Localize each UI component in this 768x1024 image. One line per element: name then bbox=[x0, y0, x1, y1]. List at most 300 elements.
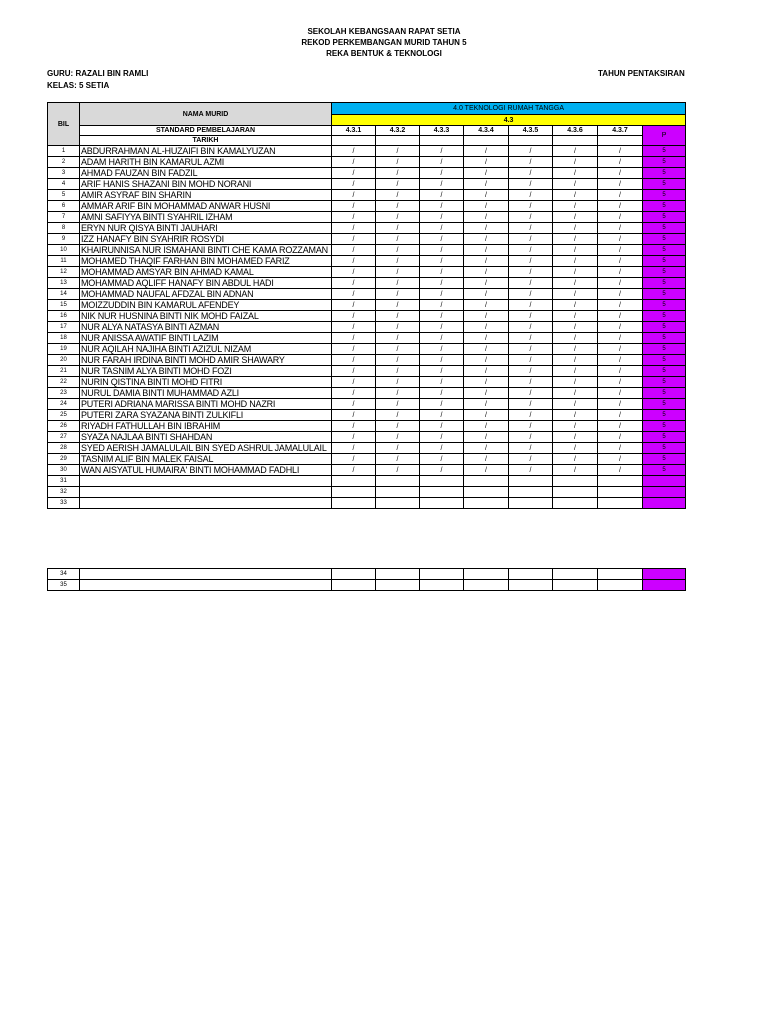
mastery-mark: / bbox=[332, 212, 376, 223]
tp-value: 5 bbox=[643, 201, 686, 212]
mastery-mark: / bbox=[332, 421, 376, 432]
mastery-mark: / bbox=[509, 344, 553, 355]
mastery-mark: / bbox=[598, 399, 643, 410]
mastery-mark: / bbox=[420, 278, 464, 289]
bil-header: BIL bbox=[48, 103, 80, 146]
mastery-mark: / bbox=[420, 432, 464, 443]
mastery-mark: / bbox=[332, 168, 376, 179]
mastery-mark bbox=[464, 487, 509, 498]
tp-value: 5 bbox=[643, 278, 686, 289]
student-row bbox=[48, 234, 686, 245]
date-cell bbox=[420, 136, 464, 146]
mastery-mark: / bbox=[376, 256, 420, 267]
mastery-mark: / bbox=[553, 300, 598, 311]
mastery-mark: / bbox=[332, 234, 376, 245]
mastery-mark: / bbox=[376, 168, 420, 179]
mastery-mark: / bbox=[420, 355, 464, 366]
mastery-mark: / bbox=[464, 223, 509, 234]
mastery-mark bbox=[598, 476, 643, 487]
mastery-mark: / bbox=[376, 201, 420, 212]
tp-value: 5 bbox=[643, 168, 686, 179]
mastery-mark: / bbox=[553, 234, 598, 245]
mastery-mark: / bbox=[332, 190, 376, 201]
mastery-mark: / bbox=[509, 267, 553, 278]
date-cell bbox=[332, 136, 376, 146]
student-name: NURUL DAMIA BINTI MUHAMMAD AZLI bbox=[80, 388, 332, 399]
student-row bbox=[48, 355, 686, 366]
row-number: 27 bbox=[48, 432, 80, 443]
student-row bbox=[48, 366, 686, 377]
mastery-mark: / bbox=[464, 168, 509, 179]
student-row bbox=[48, 443, 686, 454]
mastery-mark: / bbox=[509, 355, 553, 366]
student-row bbox=[48, 388, 686, 399]
mastery-mark: / bbox=[376, 146, 420, 157]
mastery-mark: / bbox=[553, 223, 598, 234]
student-name: SYAZA NAJLAA BINTI SHAHDAN bbox=[80, 432, 332, 443]
date-header: TARIKH bbox=[80, 136, 332, 146]
mastery-mark: / bbox=[420, 421, 464, 432]
row-number: 2 bbox=[48, 157, 80, 168]
mastery-mark: / bbox=[598, 157, 643, 168]
tp-value: 5 bbox=[643, 289, 686, 300]
mastery-mark: / bbox=[509, 443, 553, 454]
mastery-mark bbox=[553, 580, 598, 591]
mastery-mark: / bbox=[509, 201, 553, 212]
mastery-mark: / bbox=[332, 267, 376, 278]
mastery-mark: / bbox=[420, 454, 464, 465]
mastery-mark: / bbox=[598, 410, 643, 421]
mastery-mark: / bbox=[509, 278, 553, 289]
mastery-mark: / bbox=[464, 465, 509, 476]
mastery-mark bbox=[420, 476, 464, 487]
tp-value: 5 bbox=[643, 421, 686, 432]
student-row bbox=[48, 410, 686, 421]
mastery-mark: / bbox=[464, 388, 509, 399]
mastery-mark: / bbox=[598, 234, 643, 245]
student-row bbox=[48, 300, 686, 311]
mastery-mark: / bbox=[332, 388, 376, 399]
student-name: KHAIRUNNISA NUR ISMAHANI BINTI CHE KAMA ROZZAMAN bbox=[80, 245, 332, 256]
mastery-mark: / bbox=[598, 377, 643, 388]
tp-value: 5 bbox=[643, 212, 686, 223]
date-cell bbox=[509, 136, 553, 146]
tp-value: 5 bbox=[643, 157, 686, 168]
mastery-mark bbox=[598, 580, 643, 591]
tp-value: 5 bbox=[643, 179, 686, 190]
row-number: 14 bbox=[48, 289, 80, 300]
mastery-mark: / bbox=[553, 278, 598, 289]
tp-value: 5 bbox=[643, 146, 686, 157]
tp-value: 5 bbox=[643, 344, 686, 355]
mastery-mark: / bbox=[332, 432, 376, 443]
mastery-mark: / bbox=[598, 454, 643, 465]
tp-value bbox=[643, 580, 686, 591]
mastery-mark: / bbox=[553, 157, 598, 168]
mastery-mark bbox=[509, 569, 553, 580]
mastery-mark: / bbox=[553, 465, 598, 476]
row-number: 21 bbox=[48, 366, 80, 377]
mastery-mark: / bbox=[598, 267, 643, 278]
mastery-mark: / bbox=[332, 256, 376, 267]
student-row bbox=[48, 201, 686, 212]
tp-value: 5 bbox=[643, 267, 686, 278]
mastery-mark: / bbox=[553, 333, 598, 344]
student-name: IZZ HANAFY BIN SYAHRIR ROSYDI bbox=[80, 234, 332, 245]
mastery-mark: / bbox=[598, 388, 643, 399]
mastery-mark: / bbox=[464, 377, 509, 388]
subtopic-header: 4.3 bbox=[332, 115, 686, 126]
student-name: NUR ALYA NATASYA BINTI AZMAN bbox=[80, 322, 332, 333]
student-name: ERYN NUR QISYA BINTI JAUHARI bbox=[80, 223, 332, 234]
mastery-mark: / bbox=[376, 355, 420, 366]
mastery-mark bbox=[464, 569, 509, 580]
mastery-mark: / bbox=[332, 223, 376, 234]
mastery-mark: / bbox=[420, 311, 464, 322]
tp-value: 5 bbox=[643, 355, 686, 366]
mastery-mark: / bbox=[509, 377, 553, 388]
mastery-mark: / bbox=[464, 256, 509, 267]
mastery-mark: / bbox=[376, 443, 420, 454]
row-number: 26 bbox=[48, 421, 80, 432]
student-name bbox=[80, 476, 332, 487]
mastery-mark: / bbox=[598, 179, 643, 190]
row-number: 24 bbox=[48, 399, 80, 410]
mastery-mark bbox=[332, 569, 376, 580]
student-name: AMNI SAFIYYA BINTI SYAHRIL IZHAM bbox=[80, 212, 332, 223]
tp-value: 5 bbox=[643, 432, 686, 443]
tp-value: 5 bbox=[643, 443, 686, 454]
student-row bbox=[48, 212, 686, 223]
mastery-mark bbox=[376, 569, 420, 580]
mastery-mark: / bbox=[553, 355, 598, 366]
mastery-mark: / bbox=[464, 212, 509, 223]
mastery-mark: / bbox=[420, 146, 464, 157]
mastery-mark: / bbox=[509, 146, 553, 157]
row-number: 23 bbox=[48, 388, 80, 399]
mastery-mark bbox=[332, 498, 376, 509]
standard-code-2: 4.3.2 bbox=[376, 126, 420, 136]
row-number: 8 bbox=[48, 223, 80, 234]
mastery-mark bbox=[464, 580, 509, 591]
mastery-mark: / bbox=[420, 300, 464, 311]
mastery-mark: / bbox=[420, 223, 464, 234]
mastery-mark: / bbox=[376, 432, 420, 443]
mastery-mark: / bbox=[598, 322, 643, 333]
mastery-mark: / bbox=[598, 278, 643, 289]
mastery-mark: / bbox=[509, 311, 553, 322]
student-row bbox=[48, 344, 686, 355]
mastery-mark: / bbox=[376, 399, 420, 410]
mastery-mark: / bbox=[464, 443, 509, 454]
topic-header: 4.0 TEKNOLOGI RUMAH TANGGA bbox=[332, 103, 686, 115]
mastery-mark bbox=[332, 487, 376, 498]
mastery-mark: / bbox=[420, 388, 464, 399]
student-name: RIYADH FATHULLAH BIN IBRAHIM bbox=[80, 421, 332, 432]
mastery-mark: / bbox=[553, 322, 598, 333]
mastery-mark: / bbox=[464, 300, 509, 311]
mastery-mark: / bbox=[464, 289, 509, 300]
row-number: 20 bbox=[48, 355, 80, 366]
mastery-mark: / bbox=[553, 443, 598, 454]
standard-code-4: 4.3.4 bbox=[464, 126, 509, 136]
mastery-mark: / bbox=[420, 234, 464, 245]
mastery-mark: / bbox=[376, 245, 420, 256]
mastery-mark bbox=[420, 487, 464, 498]
mastery-mark: / bbox=[376, 179, 420, 190]
student-row bbox=[48, 179, 686, 190]
row-number: 1 bbox=[48, 146, 80, 157]
mastery-mark: / bbox=[509, 410, 553, 421]
mastery-mark: / bbox=[553, 454, 598, 465]
date-cell bbox=[598, 136, 643, 146]
student-name: NUR ANISSA AWATIF BINTI LAZIM bbox=[80, 333, 332, 344]
student-name: NUR AQILAH NAJIHA BINTI AZIZUL NIZAM bbox=[80, 344, 332, 355]
mastery-mark: / bbox=[464, 454, 509, 465]
mastery-mark: / bbox=[376, 454, 420, 465]
row-number: 5 bbox=[48, 190, 80, 201]
mastery-mark: / bbox=[420, 245, 464, 256]
mastery-mark: / bbox=[464, 190, 509, 201]
mastery-mark: / bbox=[553, 344, 598, 355]
student-row bbox=[48, 421, 686, 432]
mastery-mark bbox=[464, 476, 509, 487]
tp-value bbox=[643, 487, 686, 498]
record-title: REKOD PERKEMBANGAN MURID TAHUN 5 bbox=[301, 38, 467, 47]
tp-value: 5 bbox=[643, 454, 686, 465]
mastery-mark: / bbox=[376, 322, 420, 333]
mastery-mark bbox=[553, 569, 598, 580]
mastery-mark: / bbox=[332, 322, 376, 333]
tp-value bbox=[643, 476, 686, 487]
mastery-mark: / bbox=[509, 234, 553, 245]
mastery-mark: / bbox=[464, 201, 509, 212]
mastery-mark: / bbox=[509, 421, 553, 432]
mastery-mark: / bbox=[420, 443, 464, 454]
mastery-mark: / bbox=[376, 311, 420, 322]
mastery-mark bbox=[420, 569, 464, 580]
student-row bbox=[48, 256, 686, 267]
mastery-mark bbox=[464, 498, 509, 509]
student-name: ADAM HARITH BIN KAMARUL AZMI bbox=[80, 157, 332, 168]
mastery-mark: / bbox=[376, 289, 420, 300]
mastery-mark: / bbox=[420, 322, 464, 333]
mastery-mark: / bbox=[598, 201, 643, 212]
mastery-mark: / bbox=[553, 399, 598, 410]
mastery-mark: / bbox=[598, 245, 643, 256]
student-name: ABDURRAHMAN AL-HUZAIFI BIN KAMALYUZAN bbox=[80, 146, 332, 157]
student-name bbox=[80, 498, 332, 509]
mastery-mark: / bbox=[420, 201, 464, 212]
mastery-mark: / bbox=[598, 300, 643, 311]
tp-value: 5 bbox=[643, 311, 686, 322]
mastery-mark: / bbox=[598, 465, 643, 476]
student-name: TASNIM ALIF BIN MALEK FAISAL bbox=[80, 454, 332, 465]
mastery-mark bbox=[598, 569, 643, 580]
mastery-mark: / bbox=[332, 465, 376, 476]
student-row bbox=[48, 399, 686, 410]
tp-value: 5 bbox=[643, 322, 686, 333]
student-name: MOHAMED THAQIF FARHAN BIN MOHAMED FARIZ bbox=[80, 256, 332, 267]
mastery-mark: / bbox=[598, 223, 643, 234]
mastery-mark: / bbox=[420, 399, 464, 410]
row-number: 4 bbox=[48, 179, 80, 190]
student-row bbox=[48, 377, 686, 388]
mastery-mark: / bbox=[376, 278, 420, 289]
mastery-mark: / bbox=[464, 267, 509, 278]
mastery-mark: / bbox=[464, 245, 509, 256]
mastery-mark bbox=[332, 476, 376, 487]
tp-value: 5 bbox=[643, 366, 686, 377]
date-cell bbox=[553, 136, 598, 146]
mastery-mark: / bbox=[376, 388, 420, 399]
row-number: 29 bbox=[48, 454, 80, 465]
mastery-mark: / bbox=[332, 443, 376, 454]
mastery-mark: / bbox=[598, 443, 643, 454]
row-number: 11 bbox=[48, 256, 80, 267]
row-number: 33 bbox=[48, 498, 80, 509]
mastery-mark: / bbox=[332, 146, 376, 157]
mastery-mark bbox=[420, 498, 464, 509]
mastery-mark: / bbox=[509, 300, 553, 311]
row-number: 18 bbox=[48, 333, 80, 344]
student-name: NUR FARAH IRDINA BINTI MOHD AMIR SHAWARY bbox=[80, 355, 332, 366]
mastery-mark: / bbox=[376, 267, 420, 278]
progress-table bbox=[47, 102, 686, 509]
mastery-mark: / bbox=[376, 465, 420, 476]
subject-title: REKA BENTUK & TEKNOLOGI bbox=[326, 49, 442, 58]
mastery-mark: / bbox=[509, 212, 553, 223]
mastery-mark bbox=[553, 476, 598, 487]
student-name: AMIR ASYRAF BIN SHARIN bbox=[80, 190, 332, 201]
mastery-mark: / bbox=[332, 157, 376, 168]
mastery-mark: / bbox=[464, 278, 509, 289]
standard-code-6: 4.3.6 bbox=[553, 126, 598, 136]
mastery-mark: / bbox=[509, 454, 553, 465]
mastery-mark: / bbox=[553, 190, 598, 201]
mastery-mark: / bbox=[553, 289, 598, 300]
mastery-mark: / bbox=[332, 333, 376, 344]
mastery-mark: / bbox=[553, 267, 598, 278]
student-name: AMMAR ARIF BIN MOHAMMAD ANWAR HUSNI bbox=[80, 201, 332, 212]
mastery-mark: / bbox=[420, 256, 464, 267]
student-row bbox=[48, 465, 686, 476]
mastery-mark bbox=[420, 580, 464, 591]
mastery-mark bbox=[598, 498, 643, 509]
student-row bbox=[48, 289, 686, 300]
mastery-mark: / bbox=[376, 157, 420, 168]
mastery-mark: / bbox=[464, 179, 509, 190]
student-name: PUTERI ADRIANA MARISSA BINTI MOHD NAZRI bbox=[80, 399, 332, 410]
tp-value: 5 bbox=[643, 388, 686, 399]
date-cell bbox=[376, 136, 420, 146]
row-number: 17 bbox=[48, 322, 80, 333]
mastery-mark: / bbox=[464, 421, 509, 432]
mastery-mark: / bbox=[332, 245, 376, 256]
row-number: 32 bbox=[48, 487, 80, 498]
mastery-mark bbox=[376, 580, 420, 591]
student-name: NIK NUR HUSNINA BINTI NIK MOHD FAIZAL bbox=[80, 311, 332, 322]
mastery-mark: / bbox=[509, 223, 553, 234]
mastery-mark: / bbox=[509, 256, 553, 267]
tp-value: 5 bbox=[643, 333, 686, 344]
empty-row bbox=[48, 498, 686, 509]
mastery-mark: / bbox=[332, 179, 376, 190]
tp-value: 5 bbox=[643, 300, 686, 311]
mastery-mark: / bbox=[464, 333, 509, 344]
row-number: 31 bbox=[48, 476, 80, 487]
class-label: KELAS: 5 SETIA bbox=[47, 81, 110, 90]
mastery-mark: / bbox=[464, 355, 509, 366]
mastery-mark: / bbox=[598, 333, 643, 344]
mastery-mark: / bbox=[598, 344, 643, 355]
student-row bbox=[48, 454, 686, 465]
student-name bbox=[80, 580, 332, 591]
mastery-mark: / bbox=[553, 366, 598, 377]
mastery-mark bbox=[509, 498, 553, 509]
mastery-mark: / bbox=[598, 146, 643, 157]
row-number: 7 bbox=[48, 212, 80, 223]
tp-value: 5 bbox=[643, 190, 686, 201]
mastery-mark: / bbox=[553, 245, 598, 256]
mastery-mark: / bbox=[464, 432, 509, 443]
mastery-mark: / bbox=[598, 168, 643, 179]
student-row bbox=[48, 146, 686, 157]
standard-code-3: 4.3.3 bbox=[420, 126, 464, 136]
tp-value: 5 bbox=[643, 223, 686, 234]
mastery-mark bbox=[332, 580, 376, 591]
mastery-mark: / bbox=[509, 366, 553, 377]
name-header: NAMA MURID bbox=[80, 103, 332, 126]
mastery-mark: / bbox=[598, 311, 643, 322]
standard-code-5: 4.3.5 bbox=[509, 126, 553, 136]
mastery-mark: / bbox=[553, 377, 598, 388]
mastery-mark: / bbox=[420, 289, 464, 300]
row-number: 3 bbox=[48, 168, 80, 179]
row-number: 12 bbox=[48, 267, 80, 278]
tp-value: 5 bbox=[643, 245, 686, 256]
mastery-mark: / bbox=[553, 179, 598, 190]
mastery-mark: / bbox=[420, 377, 464, 388]
mastery-mark: / bbox=[553, 421, 598, 432]
tp-value: 5 bbox=[643, 410, 686, 421]
mastery-mark bbox=[376, 498, 420, 509]
student-row bbox=[48, 245, 686, 256]
empty-row bbox=[48, 476, 686, 487]
teacher-label: GURU: RAZALI BIN RAMLI bbox=[47, 69, 149, 78]
student-name: MOIZZUDDIN BIN KAMARUL AFENDEY bbox=[80, 300, 332, 311]
student-row bbox=[48, 267, 686, 278]
row-number: 22 bbox=[48, 377, 80, 388]
row-number: 35 bbox=[48, 580, 80, 591]
mastery-mark: / bbox=[464, 146, 509, 157]
mastery-mark: / bbox=[376, 377, 420, 388]
mastery-mark bbox=[598, 487, 643, 498]
empty-row bbox=[48, 569, 686, 580]
mastery-mark: / bbox=[376, 344, 420, 355]
student-row bbox=[48, 223, 686, 234]
mastery-mark: / bbox=[598, 212, 643, 223]
student-row bbox=[48, 168, 686, 179]
mastery-mark: / bbox=[376, 421, 420, 432]
tp-value: 5 bbox=[643, 465, 686, 476]
mastery-mark: / bbox=[332, 289, 376, 300]
student-row bbox=[48, 190, 686, 201]
mastery-mark: / bbox=[598, 432, 643, 443]
mastery-mark: / bbox=[332, 311, 376, 322]
mastery-mark: / bbox=[332, 201, 376, 212]
mastery-mark: / bbox=[464, 410, 509, 421]
